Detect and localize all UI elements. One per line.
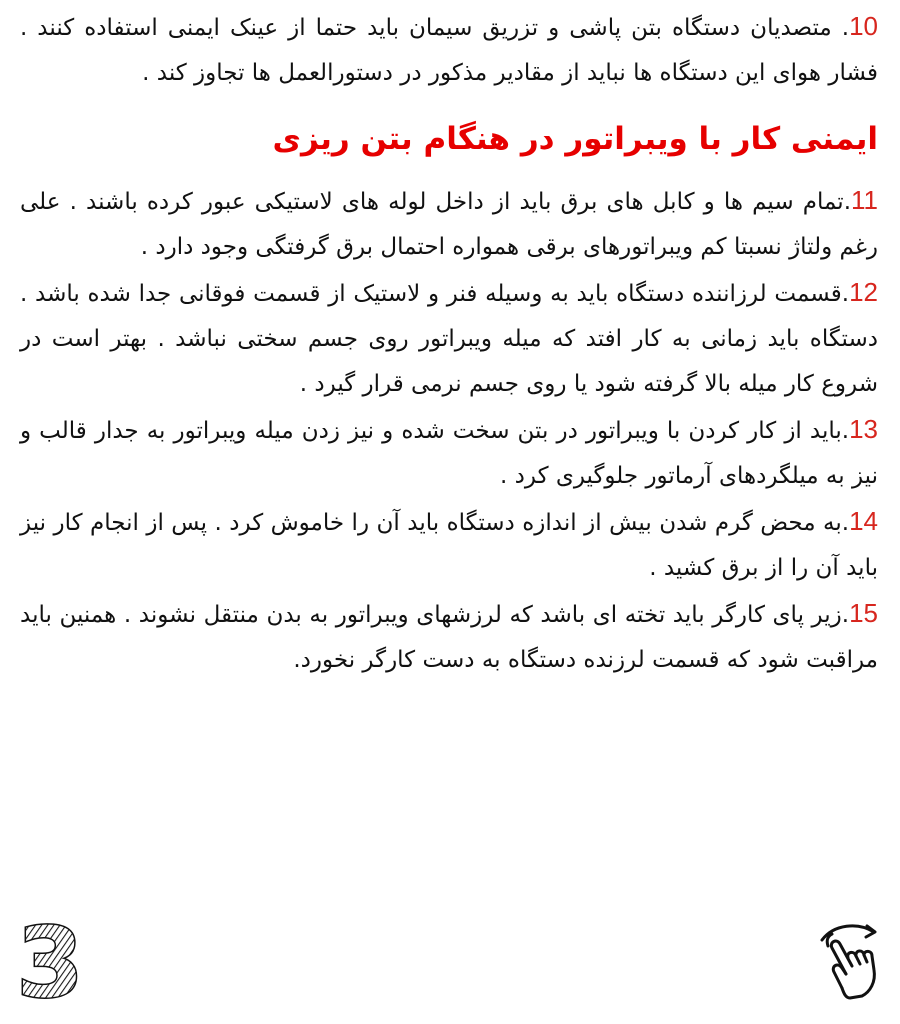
paragraph-number: 10	[849, 11, 878, 41]
paragraph-text: قسمت لرزاننده دستگاه باید به وسیله فنر و لاستیک از قسمت فوقانی جدا شده باشد . دستگاه باید زمانی به کار افتد که میله ویبراتور روی جسم سختی نباشد . بهتر است در شروع کار میله بالا گرفته شود یا روی جسم نرمی قرار گیرد .	[20, 281, 878, 397]
paragraph-period: .	[841, 602, 850, 628]
paragraph-text: متصدیان دستگاه بتن پاشی و تزریق سیمان باید حتما از عینک ایمنی استفاده کنند . فشار هوای این دستگاه ها نباید از مقادیر مذکور در دستورالعمل ها تجاوز کند .	[20, 15, 878, 86]
paragraph-11	[20, 178, 878, 270]
paragraph-number: 13	[849, 414, 878, 444]
paragraph-number: 12	[849, 277, 878, 307]
paragraph-15	[20, 591, 878, 683]
section-heading: ایمنی کار با ویبراتور در هنگام بتن ریزی	[272, 121, 878, 157]
paragraph-period: .	[841, 15, 850, 41]
paragraph-number: 14	[849, 506, 878, 536]
paragraph-text: زیر پای کارگر باید تخته ای باشد که لرزشهای ویبراتور به بدن منتقل نشوند . همنین باید مراقبت شود که قسمت لرزنده دستگاه به دست کارگر نخورد.	[20, 602, 878, 673]
paragraph-period: .	[841, 281, 850, 307]
page-number	[14, 920, 86, 1004]
paragraph-10	[20, 0, 878, 96]
paragraph-number: 15	[849, 598, 878, 628]
paragraph-12	[20, 270, 878, 407]
document-page	[20, 0, 878, 683]
paragraph-period: .	[843, 189, 851, 215]
paragraph-13	[20, 407, 878, 499]
paragraph-14	[20, 499, 878, 591]
page-number-text: 3	[16, 920, 84, 1004]
paragraph-text: به محض گرم شدن بیش از اندازه دستگاه باید آن را خاموش کرد . پس از انجام کار نیز باید آن را از برق کشید .	[20, 510, 878, 581]
paragraph-text: تمام سیم ها و کابل های برق باید از داخل لوله های لاستیکی عبور کرده باشند . علی رغم ولتاژ نسبتا کم ویبراتورهای برقی همواره احتمال برق گرفتگی وجود دارد .	[20, 189, 878, 260]
paragraph-period: .	[841, 418, 850, 444]
paragraph-text: باید از کار کردن با ویبراتور در بتن سخت شده و نیز زدن میله ویبراتور به جدار قالب و نیز به میلگردهای آرماتور جلوگیری کرد .	[20, 418, 878, 489]
swipe-hand-icon	[812, 918, 888, 1002]
paragraph-number: 11	[851, 185, 878, 215]
paragraph-period: .	[841, 510, 850, 536]
